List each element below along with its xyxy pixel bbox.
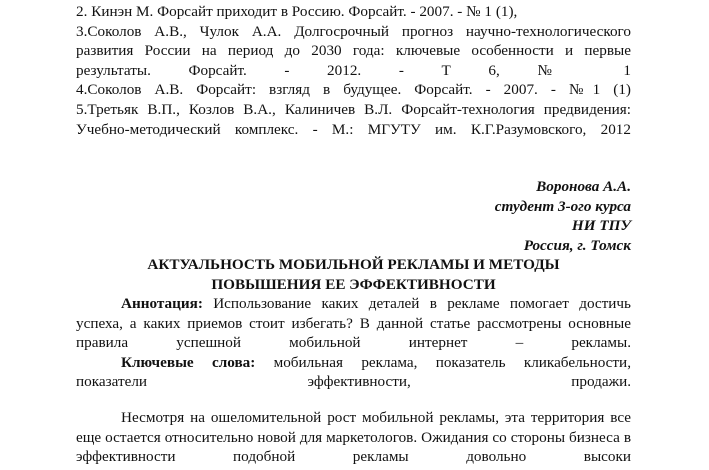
reference-item: 5.Третьяк В.П., Козлов В.А., Калиничев В.Л. Форсайт-технология предвидения: Учебно-методический комплекс. - М.: МГУТУ им. К.Г.Разумовского, 2012	[76, 100, 631, 138]
reference-item: 2. Кинэн М. Форсайт приходит в Россию. Форсайт. - 2007. - № 1 (1),	[76, 3, 518, 20]
author-name: Воронова А.А.	[536, 178, 631, 195]
author-location: Россия, г. Томск	[523, 236, 631, 254]
keywords-text: мобильная реклама, показатель кликабельности, показатели эффективности, продажи.	[76, 353, 631, 391]
author-position: студент 3-ого курса	[494, 197, 631, 215]
keywords-label: Ключевые слова:	[121, 353, 256, 371]
article-title	[76, 255, 631, 294]
references-list	[76, 2, 631, 139]
abstract-paragraph	[76, 294, 631, 353]
author-organization: НИ ТПУ	[571, 217, 631, 235]
title-line: АКТУАЛЬНОСТЬ МОБИЛЬНОЙ РЕКЛАМЫ И МЕТОДЫ	[147, 256, 560, 273]
keywords-paragraph	[76, 353, 631, 392]
reference-item: 3.Соколов А.В., Чулок А.А. Долгосрочный прогноз научно-технологического развития России на период до 2030 года: ключевые особенности и первые результаты. Форсайт. - 2012. - Т 6, № 1	[76, 22, 631, 79]
body-section	[76, 408, 631, 467]
author-block	[76, 177, 631, 255]
abstract-label: Аннотация:	[121, 295, 203, 312]
reference-item: 4.Соколов А.В. Форсайт: взгляд в будущее. Форсайт. - 2007. - №1 (1)	[76, 81, 631, 99]
abstract-text: Использование каких деталей в рекламе помогает достичь успеха, а каких приемов стоит избегать? В данной статье рассмотрены основные правила успешной мобильной интернет – рекламы.	[76, 295, 631, 352]
title-line: ПОВЫШЕНИЯ ЕЕ ЭФФЕКТИВНОСТИ	[211, 275, 496, 293]
abstract-section	[76, 294, 631, 392]
body-paragraph: Несмотря на ошеломительной рост мобильной рекламы, эта территория все еще остается относительно новой для маркетологов. Ожидания со стороны бизнеса в эффективности подобной рекламы довольно высоки	[76, 409, 631, 466]
